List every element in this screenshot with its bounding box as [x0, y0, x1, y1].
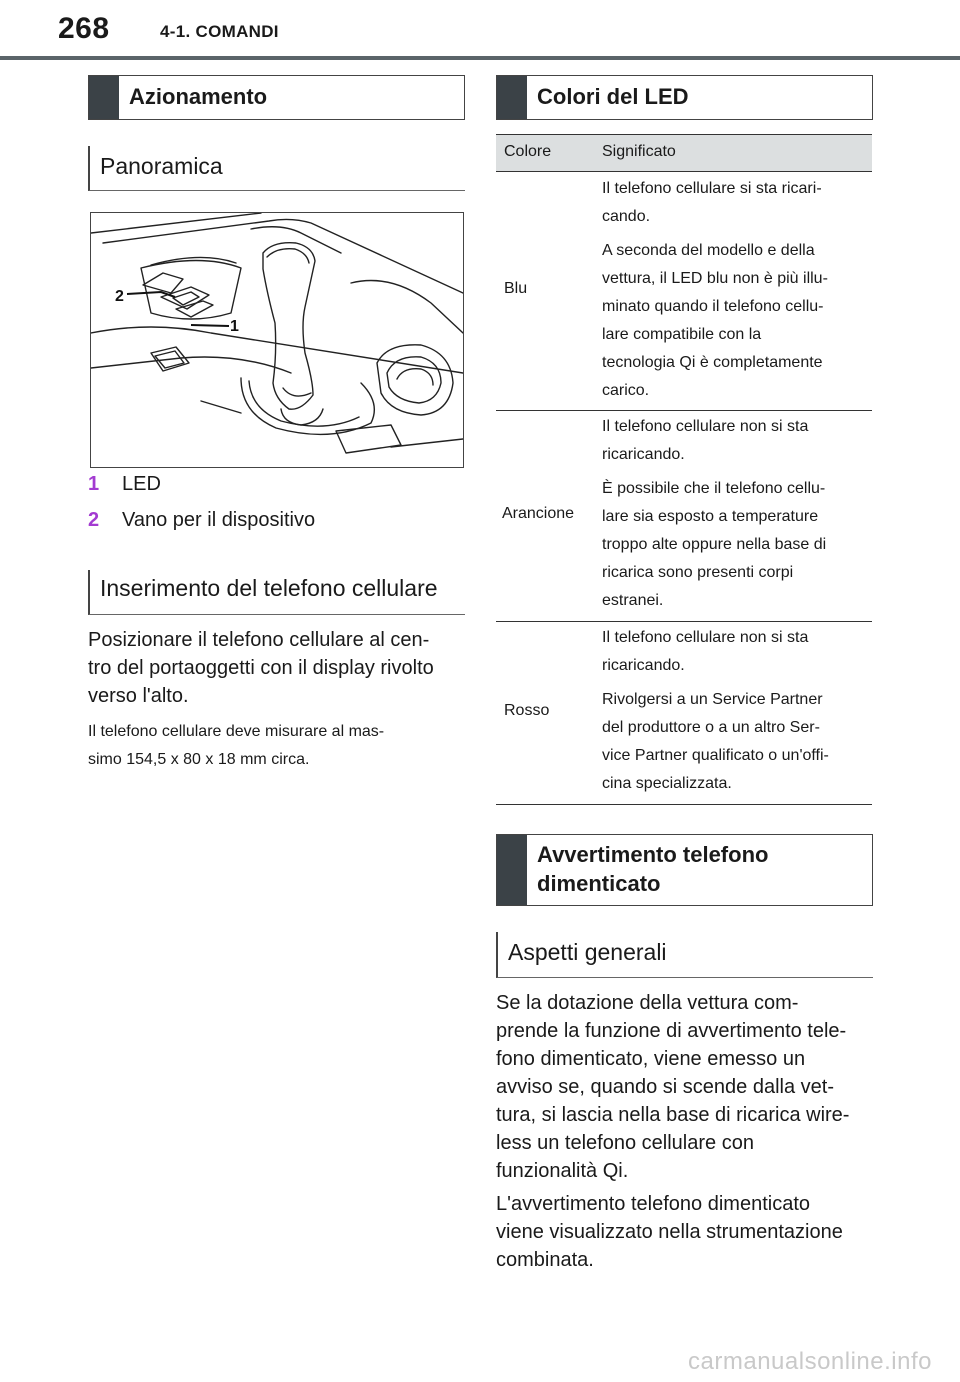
- text-line: A seconda del modello e della: [602, 242, 815, 259]
- legend-number: 2: [88, 509, 100, 531]
- text-line: combinata.: [496, 1249, 594, 1271]
- table-cell-color: Arancione: [502, 505, 575, 522]
- callout-1: 1: [230, 318, 239, 335]
- center-console-figure: [90, 212, 464, 468]
- text-line: ricarica sono presenti corpi: [602, 564, 794, 581]
- watermark: carmanualsonline.info: [688, 1348, 932, 1375]
- heading-bar: [497, 76, 527, 119]
- text-line: È possibile che il telefono cellu-: [602, 480, 826, 497]
- section-title: 4-1. COMANDI: [160, 22, 279, 41]
- text-line: tura, si lascia nella base di ricarica wire-: [496, 1104, 850, 1126]
- subheading-panoramica: [88, 146, 465, 191]
- table-header: [496, 134, 872, 172]
- text-line: tecnologia Qi è completamente: [602, 354, 823, 371]
- heading-text: Colori del LED: [537, 84, 689, 109]
- subheading-text: Inserimento del telefono cellulare: [100, 575, 438, 601]
- text-line: Il telefono cellulare non si sta: [602, 418, 809, 435]
- heading-bar: [497, 835, 527, 905]
- text-line: avviso se, quando si scende dalla vet-: [496, 1076, 834, 1098]
- text-line: Se la dotazione della vettura com-: [496, 992, 799, 1014]
- text-line: Il telefono cellulare non si sta: [602, 629, 809, 646]
- paragraph-visualizzato: [496, 1190, 886, 1274]
- paragraph-posizionare: [88, 626, 468, 710]
- text-line: Rivolgersi a un Service Partner: [602, 691, 823, 708]
- text-line: ricaricando.: [602, 657, 685, 674]
- text-line: Posizionare il telefono cellulare al cen-: [88, 629, 430, 651]
- subheading-text: Panoramica: [100, 153, 223, 179]
- table-row-divider: [496, 621, 872, 622]
- callout-2: 2: [115, 288, 124, 305]
- text-line: viene visualizzato nella strumentazione: [496, 1221, 843, 1243]
- text-line: troppo alte oppure nella base di: [602, 536, 827, 553]
- text-line: L'avvertimento telefono dimenticato: [496, 1193, 810, 1215]
- table-cell-color: Rosso: [504, 702, 550, 719]
- text-line: funzionalità Qi.: [496, 1160, 629, 1182]
- heading-text: Azionamento: [129, 84, 268, 109]
- note-dimensions: [88, 718, 468, 774]
- text-line: del produttore o a un altro Ser-: [602, 719, 820, 736]
- legend-label: LED: [122, 473, 161, 495]
- table-cell-color: Blu: [504, 280, 528, 297]
- text-line: vettura, il LED blu non è più illu-: [602, 270, 828, 287]
- heading-azionamento: [88, 75, 465, 120]
- text-line: Il telefono cellulare si sta ricari-: [602, 180, 822, 197]
- table-row-divider: [496, 410, 872, 411]
- text-line: ricaricando.: [602, 446, 685, 463]
- legend-label: Vano per il dispositivo: [122, 509, 316, 531]
- table-cell-meaning: [602, 624, 872, 798]
- text-line: Il telefono cellulare deve misurare al mas-: [88, 723, 385, 740]
- text-line: estranei.: [602, 592, 664, 609]
- text-line: vice Partner qualificato o un'offi-: [602, 747, 829, 764]
- heading-bar: [89, 76, 119, 119]
- legend-item-vano: [88, 506, 315, 534]
- subheading-inserimento: [88, 570, 465, 615]
- text-line: lare compatibile con la: [602, 326, 762, 343]
- legend-item-led: [88, 470, 161, 498]
- page-number: 268: [58, 12, 110, 45]
- heading-text: [537, 840, 768, 898]
- table-bottom-rule: [496, 804, 872, 805]
- table-cell-meaning: [602, 413, 872, 615]
- paragraph-avvertimento: [496, 989, 886, 1185]
- text-line: cando.: [602, 208, 651, 225]
- legend-number: 1: [88, 473, 100, 495]
- subheading-aspetti: [496, 932, 873, 978]
- text-line: less un telefono cellulare con: [496, 1132, 754, 1154]
- heading-avvertimento: [496, 834, 873, 906]
- text-line: tro del portaoggetti con il display rivolto: [88, 657, 434, 679]
- text-line: cina specializzata.: [602, 775, 732, 792]
- column-header-significato: Significato: [602, 143, 676, 160]
- header-rule: [0, 56, 960, 60]
- text-line: minato quando il telefono cellu-: [602, 298, 824, 315]
- text-line: prende la funzione di avvertimento tele-: [496, 1020, 847, 1042]
- heading-colori-led: [496, 75, 873, 120]
- column-header-colore: Colore: [504, 143, 552, 160]
- text-line: verso l'alto.: [88, 685, 189, 707]
- text-line: lare sia esposto a temperature: [602, 508, 819, 525]
- text-line: fono dimenticato, viene emesso un: [496, 1048, 806, 1070]
- table-cell-meaning: [602, 175, 872, 405]
- subheading-text: Aspetti generali: [508, 939, 667, 965]
- heading-line: dimenticato: [537, 871, 661, 896]
- center-console-illustration: [91, 213, 463, 467]
- heading-line: Avvertimento telefono: [537, 842, 769, 867]
- text-line: carico.: [602, 382, 650, 399]
- text-line: simo 154,5 x 80 x 18 mm circa.: [88, 751, 310, 768]
